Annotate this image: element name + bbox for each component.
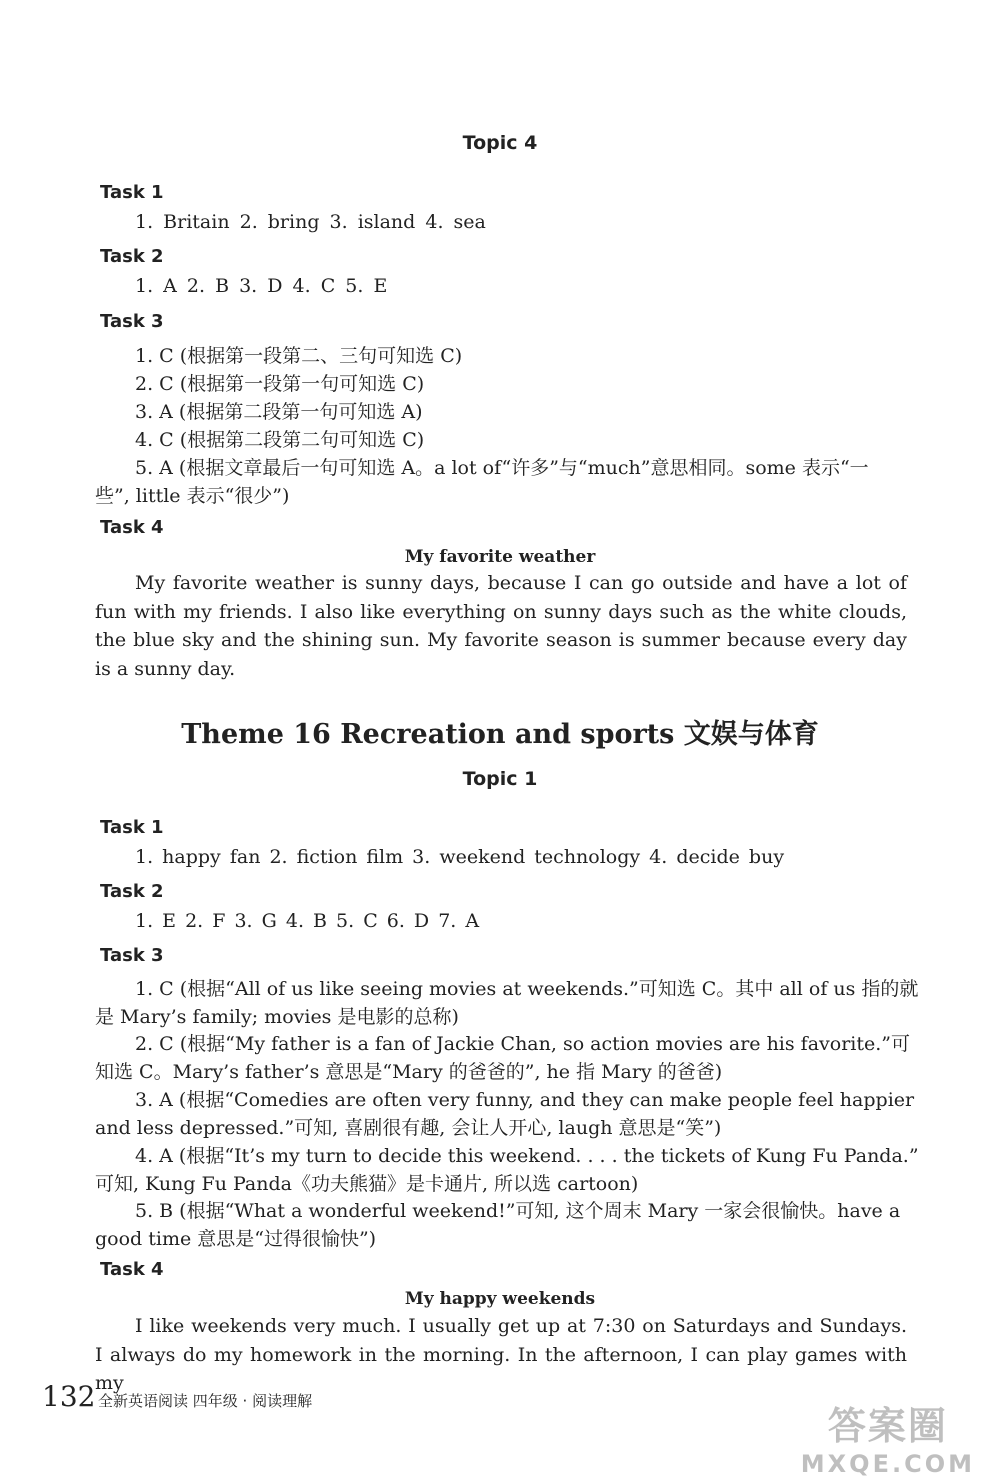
answer-item-continued: 可知, Kung Fu Panda《功夫熊猫》是卡通片, 所以选 cartoon) [95,1173,639,1195]
topic-heading: Topic 1 [462,768,538,790]
task-label: Task 2 [100,881,164,902]
answer-item: 3. A (根据“Comedies are often very funny, and they can make people feel happier [135,1089,915,1111]
task-label: Task 3 [100,311,164,332]
answer-item-continued: 是 Mary’s family; movies 是电影的总称) [95,1006,459,1028]
answer-item: 2. C (根据第一段第一句可知选 C) [135,373,425,395]
answer-item: 1. C (根据“All of us like seeing movies at weekends.”可知选 C。其中 all of us 指的就 [135,978,919,1000]
answer-line: 1. happy fan 2. fiction film 3. weekend technology 4. decide buy [135,846,785,868]
watermark-logo: 答案圈 [827,1404,948,1448]
task-label: Task 2 [100,246,164,267]
answer-item: 1. C (根据第一段第二、三句可知选 C) [135,345,463,367]
answer-item-continued: 知选 C。Mary’s father’s 意思是“Mary 的爸爸的”, he 指 Mary 的爸爸) [95,1061,723,1083]
answer-item-continued: good time 意思是“过得很愉快”) [95,1228,377,1250]
answer-item: 5. B (根据“What a wonderful weekend!”可知, 这个周末 Mary 一家会很愉快。have a [135,1200,901,1222]
theme-heading: Theme 16 Recreation and sports 文娱与体育 [181,719,819,750]
task-label: Task 3 [100,945,164,966]
essay-body [95,1312,907,1398]
answer-item-continued: and less depressed.”可知, 喜剧很有趣, 会让人开心, laugh 意思是“笑”) [95,1117,722,1139]
book-title: 全新英语阅读 四年级 · 阅读理解 [98,1392,313,1410]
essay-paragraph: My favorite weather is sunny days, because I can go outside and have a lot of fun with my friends. I also like everything on sunny days such as the white clouds, the blue sky and the shining sun. My favorite season is summer because every day is a sunny day. [95,572,907,680]
answer-item: 3. A (根据第二段第一句可知选 A) [135,401,423,423]
answer-item: 4. A (根据“It’s my turn to decide this weekend. . . . the tickets of Kung Fu Panda.” [135,1145,919,1167]
answer-item: 2. C (根据“My father is a fan of Jackie Chan, so action movies are his favorite.”可 [135,1033,911,1055]
watermark [801,1395,975,1478]
answer-line: 1. Britain 2. bring 3. island 4. sea [135,211,486,233]
answer-line: 1. A 2. B 3. D 4. C 5. E [135,275,388,297]
answer-item: 5. A (根据文章最后一句可知选 A。a lot of“许多”与“much”意思相同。some 表示“一 [135,457,869,479]
task-label: Task 1 [100,817,164,838]
answer-item: 4. C (根据第二段第二句可知选 C) [135,429,425,451]
essay-title: My happy weekends [404,1289,596,1309]
essay-paragraph: I like weekends very much. I usually get up at 7:30 on Saturdays and Sundays. I always do my homework in the morning. In the afternoon, I can play games with my [95,1315,907,1394]
essay-title: My favorite weather [404,547,596,567]
watermark-url: MXQE.COM [800,1450,975,1478]
task-label: Task 4 [100,1259,164,1280]
task-label: Task 1 [100,182,164,203]
topic-heading: Topic 4 [462,132,538,154]
answer-item-continued: 些”, little 表示“很少”) [95,485,290,507]
page-number: 132 [42,1380,96,1413]
task-label: Task 4 [100,517,164,538]
answer-line: 1. E 2. F 3. G 4. B 5. C 6. D 7. A [135,910,480,932]
essay-body [95,569,907,683]
